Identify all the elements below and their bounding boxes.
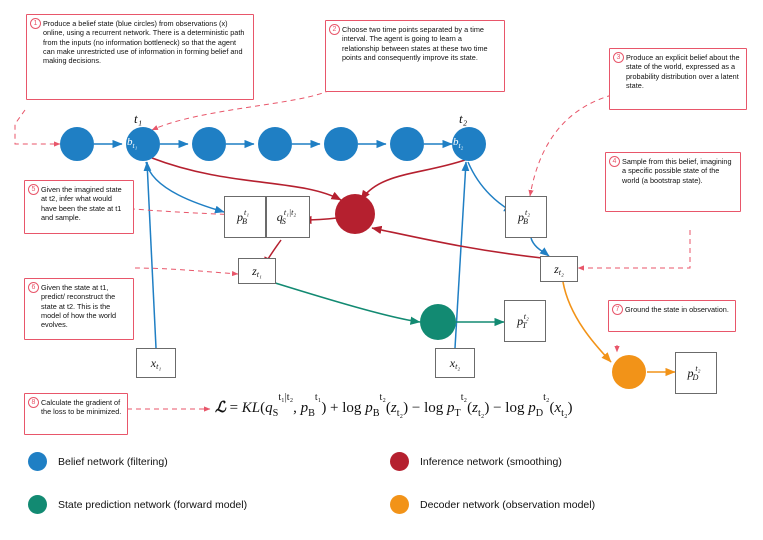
decoder-node [612, 355, 646, 389]
annotation-4 [605, 152, 741, 212]
belief-node [390, 127, 424, 161]
legend-item-prediction [28, 495, 247, 514]
time-label-t1: t₁ [134, 111, 143, 126]
belief-node [324, 127, 358, 161]
annotation-3 [609, 48, 747, 110]
legend-dot-inference [390, 452, 409, 471]
loss-equation: ℒ = $KL(q_S^{t_1|t_2}$, $p_B^{t_1}) + \log p_B^{t_2}(z_{t_2}) - \log p_T^{t_2}(z_{t_2}) - \log p_D^{t_2}(x_{t_2})$ [215, 392, 573, 419]
node-p-d-t2: p $_D$ $^{t_2}$ [675, 352, 717, 394]
annotation-2-number: 2 [329, 24, 340, 35]
annotation-7 [608, 300, 736, 332]
annotation-4-text: Sample from this belief, imagining a specific possible state of the world (a bootstrap state). [622, 157, 732, 185]
legend-item-decoder [390, 495, 595, 514]
annotation-8-number: 8 [28, 397, 39, 408]
annotation-1-text: Produce a belief state (blue circles) from observations (x) online, using a recurrent network. There is a deterministic path from the inputs (no information bottleneck) so that the agent can make unrestricted use of information in forming belief and making decisions. [43, 19, 245, 66]
time-label-t2: t₂ [459, 111, 468, 126]
legend-item-belief [28, 452, 168, 471]
node-p-b-t1: p $_B$ $^{t_1}$ [224, 196, 266, 238]
belief-node [192, 127, 226, 161]
annotation-1-number: 1 [30, 18, 41, 29]
node-p-b-t2: p $_B$ $^{t_2}$ [505, 196, 547, 238]
legend-label-belief: Belief network (filtering) [58, 455, 168, 468]
node-x-t1: x $_{t_1}$ [136, 348, 176, 378]
legend-label-prediction: State prediction network (forward model) [58, 498, 248, 511]
annotation-7-number: 7 [612, 304, 623, 315]
annotation-8-text: Calculate the gradient of the loss to be minimized. [41, 398, 122, 417]
annotation-1 [26, 14, 254, 100]
legend-dot-prediction [28, 495, 47, 514]
node-z-t2: z $_{t_2}$ [540, 256, 578, 282]
annotation-2 [325, 20, 505, 92]
legend-dot-decoder [390, 495, 409, 514]
annotation-2-text: Choose two time points separated by a time interval. The agent is going to learn a relationship between states at these two time points and consequently improve its state. [342, 25, 488, 62]
annotation-5-text: Given the imagined state at t2, infer what would have been the state at t1 and sample. [41, 185, 122, 222]
annotation-5-number: 5 [28, 184, 39, 195]
annotation-8 [24, 393, 128, 435]
annotation-3-number: 3 [613, 52, 624, 63]
node-p-t-t2: p $_T$ $^{t_2}$ [504, 300, 546, 342]
belief-node [60, 127, 94, 161]
annotation-4-number: 4 [609, 156, 620, 167]
legend-item-inference [390, 452, 562, 471]
belief-node-t1-label: $b_{t_1}$ [127, 136, 138, 151]
legend-label-inference: Inference network (smoothing) [420, 455, 562, 468]
belief-node-t2-label: $b_{t_2}$ [453, 136, 464, 151]
node-x-t2: x $_{t_2}$ [435, 348, 475, 378]
node-q-s: q $_S$ $^{t_1|t_2}$ [266, 196, 310, 238]
annotation-7-text: Ground the state in observation. [625, 305, 729, 314]
annotation-6-number: 6 [28, 282, 39, 293]
annotation-6 [24, 278, 134, 340]
annotation-5 [24, 180, 134, 234]
annotation-3-text: Produce an explicit belief about the state of the world, expressed as a probability distribution over a latent state. [626, 53, 740, 90]
node-z-t1: z $_{t_1}$ [238, 258, 276, 284]
inference-node [335, 194, 375, 234]
annotation-6-text: Given the state at t1, predict/ reconstruct the state at t2. This is the model of how the world evolves. [41, 283, 117, 330]
belief-node [258, 127, 292, 161]
state-prediction-node [420, 304, 456, 340]
legend-label-decoder: Decoder network (observation model) [420, 498, 596, 511]
legend-dot-belief [28, 452, 47, 471]
